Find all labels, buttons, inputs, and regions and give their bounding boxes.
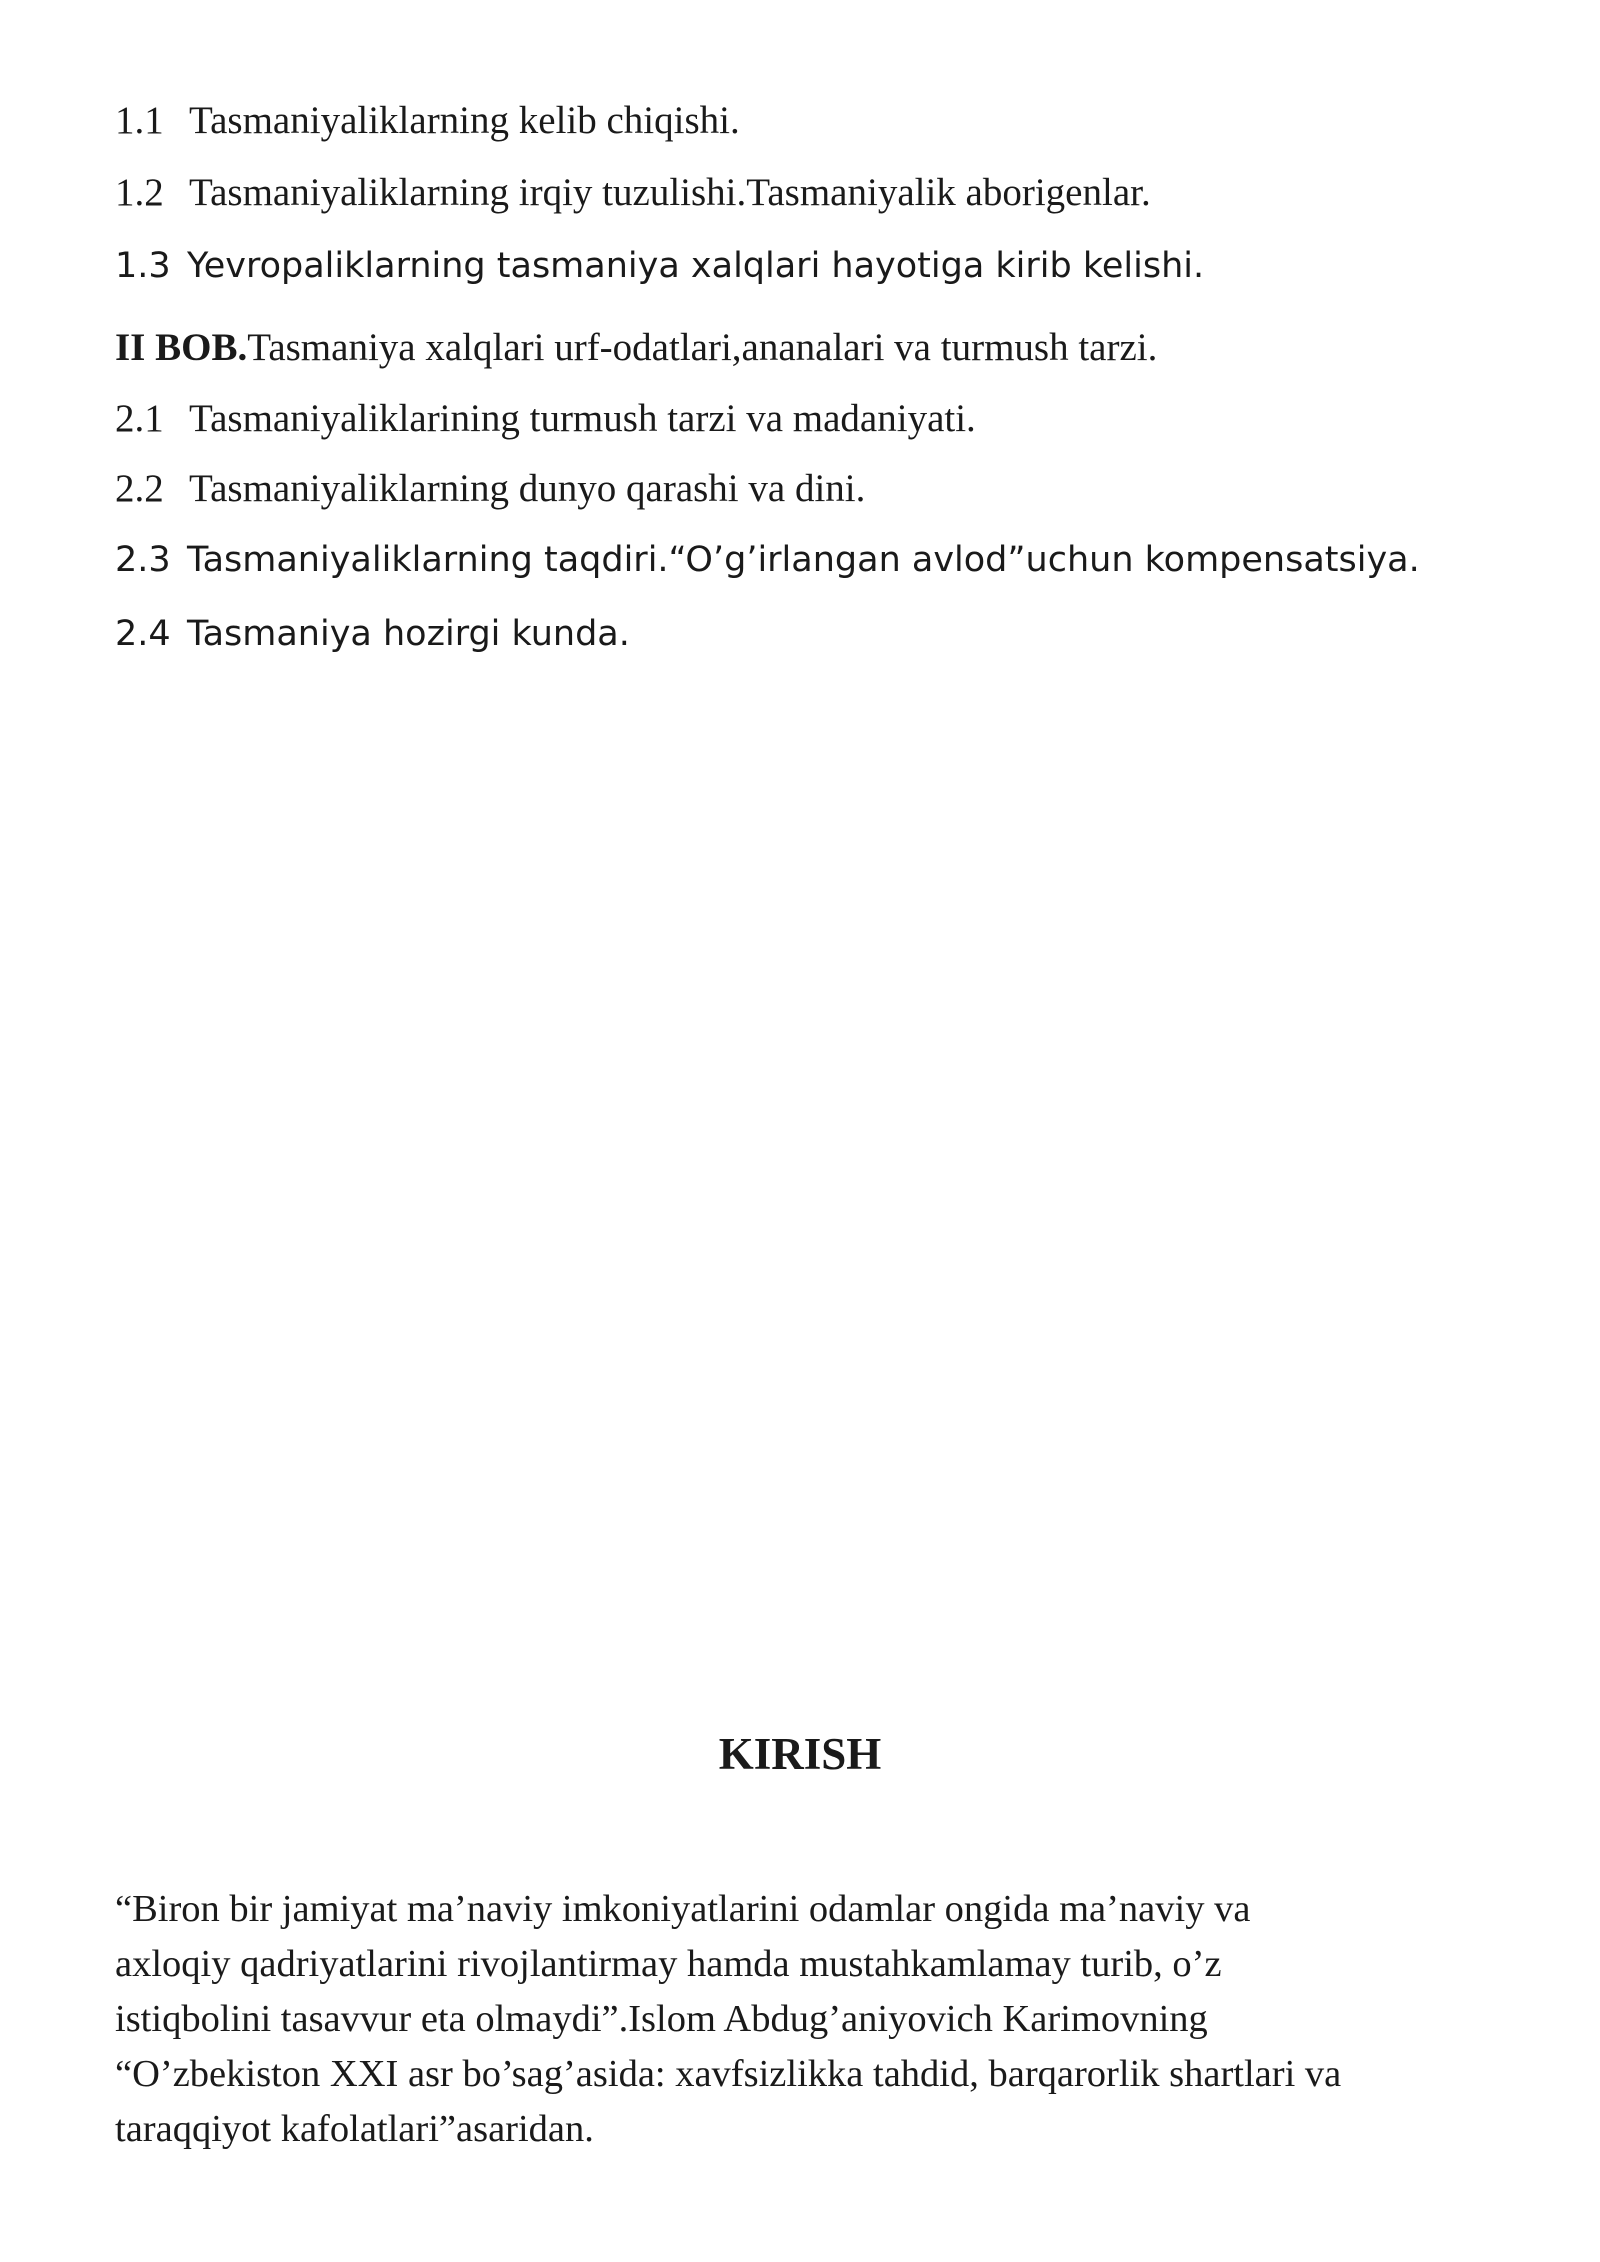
- toc-item-number: 2.2: [115, 467, 164, 510]
- intro-heading: KIRISH: [718, 1729, 882, 1779]
- chapter-label: II BOB.: [115, 326, 248, 369]
- toc-item-text: Tasmaniyaliklarining turmush tarzi va madaniyati.: [189, 397, 976, 440]
- epigraph-line: taraqqiyot kafolatlari”asaridan.: [115, 2108, 594, 2150]
- epigraph-line: axloqiy qadriyatlarini rivojlantirmay hamda mustahkamlamay turib, o’z: [115, 1943, 1222, 1985]
- toc-item-1-2: [115, 170, 1151, 215]
- toc-item-2-3: [115, 540, 1420, 580]
- toc-item-text: Tasmaniyaliklarning dunyo qarashi va dini.: [189, 467, 866, 510]
- toc-item-text: Yevropaliklarning tasmaniya xalqlari hayotiga kirib kelishi.: [187, 246, 1205, 286]
- toc-item-number: 1.1: [115, 99, 164, 142]
- intro-epigraph: [115, 1882, 1515, 2157]
- toc-item-text: Tasmaniyaliklarning kelib chiqishi.: [189, 99, 740, 142]
- epigraph-line: “O’zbekiston XXI asr bo’sag’asida: xavfsizlikka tahdid, barqarorlik shartlari va: [115, 2053, 1342, 2095]
- epigraph-line: istiqbolini tasavvur eta olmaydi”.Islom Abdug’aniyovich Karimovning: [115, 1998, 1208, 2040]
- toc-item-1-3: [115, 246, 1204, 286]
- toc-item-number: 2.4: [115, 614, 171, 654]
- chapter-title: Tasmaniya xalqlari urf-odatlari,ananalari va turmush tarzi.: [247, 326, 1158, 369]
- toc-item-text: Tasmaniyaliklarning taqdiri.“O’g’irlangan avlod”uchun kompensatsiya.: [187, 540, 1420, 580]
- toc-item-1-1: [115, 98, 740, 143]
- toc-item-number: 1.3: [115, 246, 171, 286]
- toc-item-2-2: [115, 466, 865, 511]
- toc-item-number: 1.2: [115, 171, 164, 214]
- toc-item-text: Tasmaniya hozirgi kunda.: [187, 614, 630, 654]
- toc-item-text: Tasmaniyaliklarning irqiy tuzulishi.Tasmaniyalik aborigenlar.: [189, 171, 1151, 214]
- toc-item-number: 2.1: [115, 397, 164, 440]
- toc-item-2-4: [115, 614, 630, 654]
- toc-item-2-1: [115, 396, 976, 441]
- epigraph-line: “Biron bir jamiyat ma’naviy imkoniyatlarini odamlar ongida ma’naviy va: [115, 1888, 1251, 1930]
- toc-item-number: 2.3: [115, 540, 171, 580]
- toc-chapter-2: [115, 325, 1157, 370]
